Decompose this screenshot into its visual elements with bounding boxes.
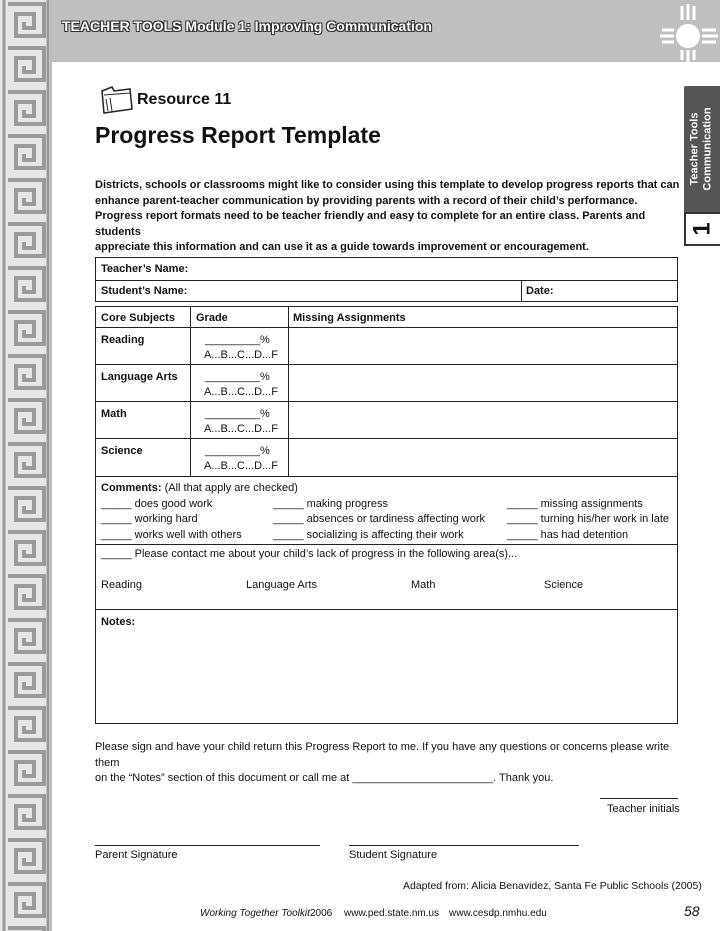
contact-line: _____ Please contact me about your child’s lack of progress in the following area(s)... [101,548,518,560]
comments-label: Comments: [101,482,162,494]
subject-science: Science [101,445,143,457]
section-number-text: 1 [688,222,716,236]
module-title: TEACHER TOOLS Module 1: Improving Communication [62,18,432,34]
subject-math: Math [101,408,127,420]
teacher-name-label: Teacher’s Name: [101,263,189,275]
section-tab-line2: Communication [702,107,714,191]
intro-paragraph [95,178,685,256]
comment-option: _____ has had detention [507,529,629,541]
section-tab-line1: Teacher Tools [689,112,701,186]
parent-signature-label: Parent Signature [95,849,178,861]
student-signature-line [349,845,579,846]
comment-option: _____ turning his/her work in late [507,513,670,525]
subject-reading: Reading [101,334,145,346]
comment-option: _____ socializing is affecting their work [273,529,464,541]
header-band [52,0,720,62]
area-science: Science [544,579,584,591]
grade-percent: _________% [205,334,270,346]
comment-option: _____ does good work [101,498,213,510]
date-label: Date: [526,285,554,297]
area-reading: Reading [101,579,142,591]
area-language-arts: Language Arts [246,579,317,591]
intro-line: enhance parent-teacher communication by providing parents with a record of their child’s performance. [95,194,638,207]
instructions-line: Please sign and have your child return this Progress Report to me. If you have any questions or concerns please write them [95,741,670,769]
comment-option: _____ missing assignments [507,498,643,510]
return-instructions [95,740,685,787]
comment-option: _____ working hard [101,513,198,525]
section-number [684,212,720,246]
grade-letters: A...B...C...D...F [204,386,278,398]
teacher-initials-line [600,798,678,799]
col-core-subjects: Core Subjects [101,312,175,324]
comment-option: _____ making progress [273,498,388,510]
intro-line: Progress report formats need to be teacher friendly and easy to complete for an entire class. Parents and students [95,210,646,238]
comments-heading [101,482,298,494]
grade-letters: A...B...C...D...F [204,423,278,435]
area-math: Math [411,579,436,591]
zia-sun-icon [640,0,720,62]
comments-note: (All that apply are checked) [161,482,298,494]
intro-line: appreciate this information and can use it as a guide towards improvement or encouragement. [95,241,589,253]
greek-key-border [0,0,52,931]
toolkit-name: Working Together Toolkit [200,908,310,919]
col-missing-assignments: Missing Assignments [293,312,406,324]
resource-label: Resource 11 [137,91,232,108]
cesdp-url[interactable]: www.cesdp.nmhu.edu [449,908,547,919]
col-grade: Grade [196,312,228,324]
page-title: Progress Report Template [95,122,381,148]
instructions-line: on the “Notes” section of this document or call me at _______________________. Thank you. [95,772,554,784]
student-name-label: Student’s Name: [101,285,188,297]
adapted-credit: Adapted from: Alicia Benavidez, Santa Fe Public Schools (2005) [403,880,702,892]
toolkit-year: 2006 [310,908,333,919]
comment-option: _____ absences or tardiness affecting work [273,513,485,525]
ped-url[interactable]: www.ped.state.nm.us [344,908,440,919]
teacher-initials-label: Teacher initials [607,803,680,815]
comment-option: _____ works well with others [101,529,242,541]
grade-letters: A...B...C...D...F [204,349,278,361]
grade-percent: _________% [205,371,270,383]
grade-percent: _________% [205,445,270,457]
grade-percent: _________% [205,408,270,420]
notes-label: Notes: [101,616,136,628]
grade-letters: A...B...C...D...F [204,460,278,472]
intro-line: Districts, schools or classrooms might like to consider using this template to develop progress reports that can [95,179,680,191]
section-tab-label [684,86,720,212]
subject-language-arts: Language Arts [101,371,178,383]
student-signature-label: Student Signature [349,849,438,861]
parent-signature-line [95,845,320,846]
page-number: 58 [684,903,700,919]
folder-icon [100,85,134,115]
